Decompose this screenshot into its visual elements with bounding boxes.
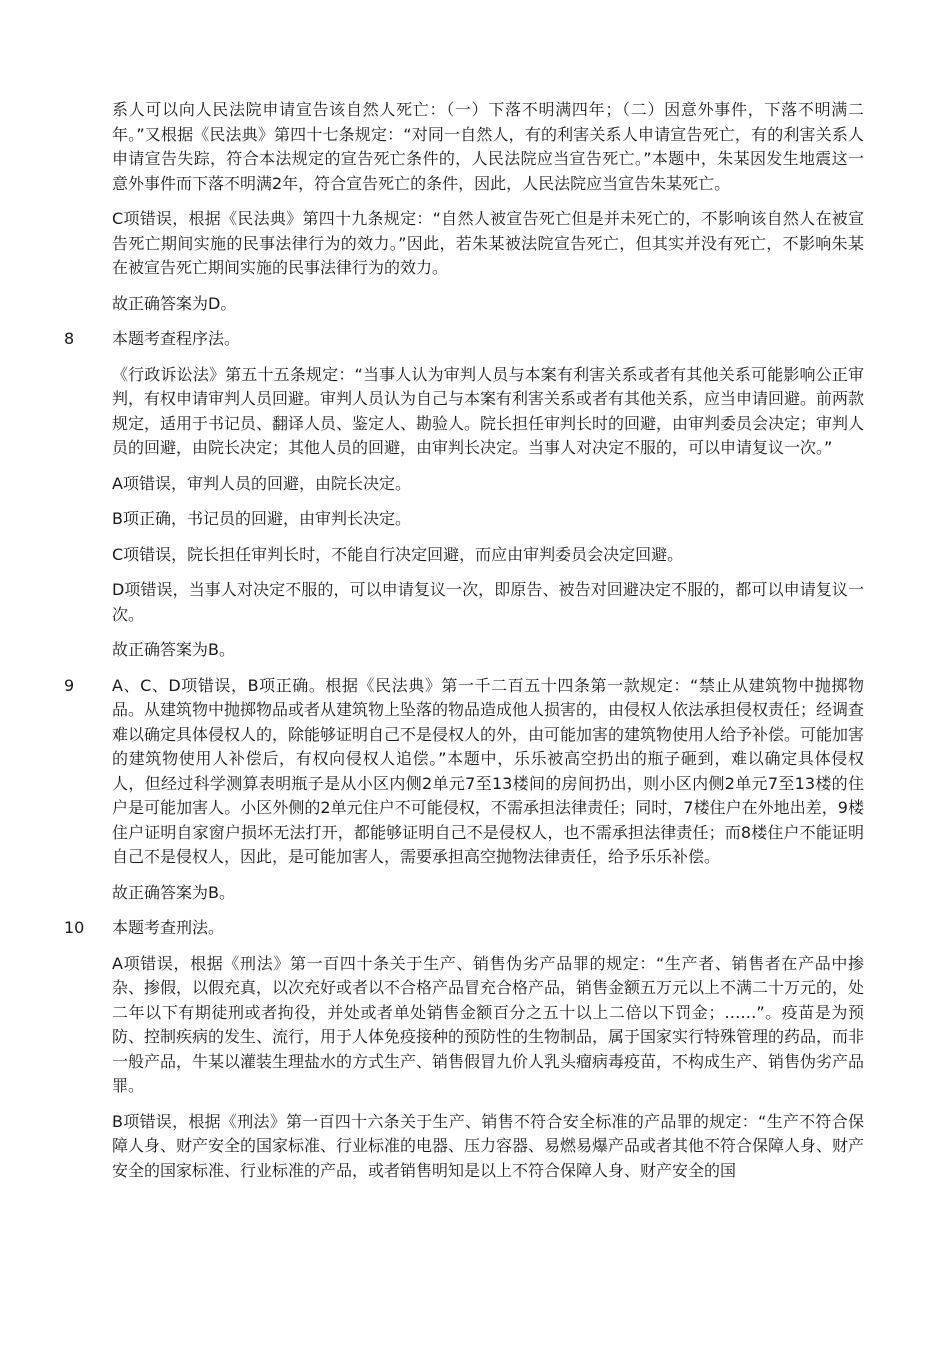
question-number: 8 <box>64 329 75 348</box>
paragraph: C项错误，根据《民法典》第四十九条规定：“自然人被宣告死亡但是并未死亡的，不影响该自然人在被宣告死亡期间实施的民事法律行为的效力。”因此，若朱某被法院宣告死亡，但其实并没有死亡，不影响朱某在被宣告死亡期间实施的民事法律行为的效力。 <box>112 209 864 277</box>
paragraph: 《行政诉讼法》第五十五条规定：“当事人认为审判人员与本案有利害关系或者有其他关系可能影响公正审判，有权申请审判人员回避。审判人员认为自己与本案有利害关系或者有其他关系，应当申请回避。前两款规定，适用于书记员、翻译人员、鉴定人、勘验人。院长担任审判长时的回避，由审判委员会决定；审判人员的回避，由院长决定；其他人员的回避，由审判长决定。当事人对决定不服的，可以申请复议一次。” <box>112 364 865 457</box>
paragraph: B项错误，根据《刑法》第一百四十六条关于生产、销售不符合安全标准的产品罪的规定：“生产不符合保障人身、财产安全的国家标准、行业标准的电器、压力容器、易燃易爆产品或者其他不符合保障人身、财产安全的国家标准、行业标准的产品，或者销售明知是以上不符合保障人身、财产安全的国 <box>112 1111 865 1180</box>
paragraph: A项错误，根据《刑法》第一百四十条关于生产、销售伪劣产品罪的规定：“生产者、销售者在产品中掺杂、掺假，以假充真，以次充好或者以不合格产品冒充合格产品，销售金额五万元以上不满二十万元的，处二年以下有期徒刑或者拘役，并处或者单处销售金额百分之五十以上二倍以下罚金；……”。疫苗是为预防、控制疾病的发生、流行，用于人体免疫接种的预防性的生物制品，属于国家实行特殊管理的药品，而非一般产品，牛某以灌装生理盐水的方式生产、销售假冒九价人乳头瘤病毒疫苗，不构成生产、销售伪劣产品罪。 <box>112 953 865 1095</box>
question-heading: 本题考查刑法。 <box>112 918 225 937</box>
question-number: 10 <box>64 918 85 937</box>
intro-section <box>0 98 950 316</box>
paragraph: C项错误，院长担任审判长时，不能自行决定回避，而应由审判委员会决定回避。 <box>112 544 684 564</box>
paragraph: 故正确答案为B。 <box>112 640 235 659</box>
question-heading: 本题考查程序法。 <box>112 329 241 348</box>
paragraph: 系人可以向人民法院申请宣告该自然人死亡：（一）下落不明满四年；（二）因意外事件，下落不明满二年。”又根据《民法典》第四十七条规定：“对同一自然人，有的利害关系人申请宣告死亡，有的利害关系人申请宣告失踪，符合本法规定的宣告死亡条件的，人民法院应当宣告死亡。”本题中，朱某因发生地震这一意外事件而下落不明满2年，符合宣告死亡的条件，因此，人民法院应当宣告朱某死亡。 <box>112 100 864 193</box>
question-8 <box>0 327 950 663</box>
paragraph: D项错误，当事人对决定不服的，可以申请复议一次，即原告、被告对回避决定不服的，都可以申请复议一次。 <box>112 580 864 624</box>
paragraph: 故正确答案为D。 <box>112 293 237 313</box>
paragraph: B项正确，书记员的回避，由审判长决定。 <box>112 509 411 528</box>
question-9 <box>0 674 950 906</box>
question-10 <box>0 916 950 1183</box>
question-heading: A、C、D项错误，B项正确。根据《民法典》第一千二百五十四条第一款规定：“禁止从建筑物中抛掷物品。从建筑物中抛掷物品或者从建筑物上坠落的物品造成他人损害的，由侵权人依法承担侵权责任；经调查难以确定具体侵权人的，除能够证明自己不是侵权人的外，由可能加害的建筑物使用人给予补偿。可能加害的建筑物使用人补偿后，有权向侵权人追偿。”本题中，乐乐被高空扔出的瓶子砸到，难以确定具体侵权人，但经过科学测算表明瓶子是从小区内侧2单元7至13楼间的房间扔出，则小区内侧2单元7至13楼的住户是可能加害人。小区外侧的2单元住户不可能侵权，不需承担法律责任；同时，7楼住户在外地出差，9楼住户证明自家窗户损坏无法打开，都能够证明自己不是侵权人，也不需承担法律责任；而8楼住户不能证明自己不是侵权人，因此，是可能加害人，需要承担高空抛物法律责任，给予乐乐补偿。 <box>112 675 865 866</box>
document-body <box>0 98 950 1194</box>
paragraph: A项错误，审判人员的回避，由院长决定。 <box>112 473 411 493</box>
question-number: 9 <box>64 675 75 695</box>
paragraph: 故正确答案为B。 <box>112 882 235 902</box>
